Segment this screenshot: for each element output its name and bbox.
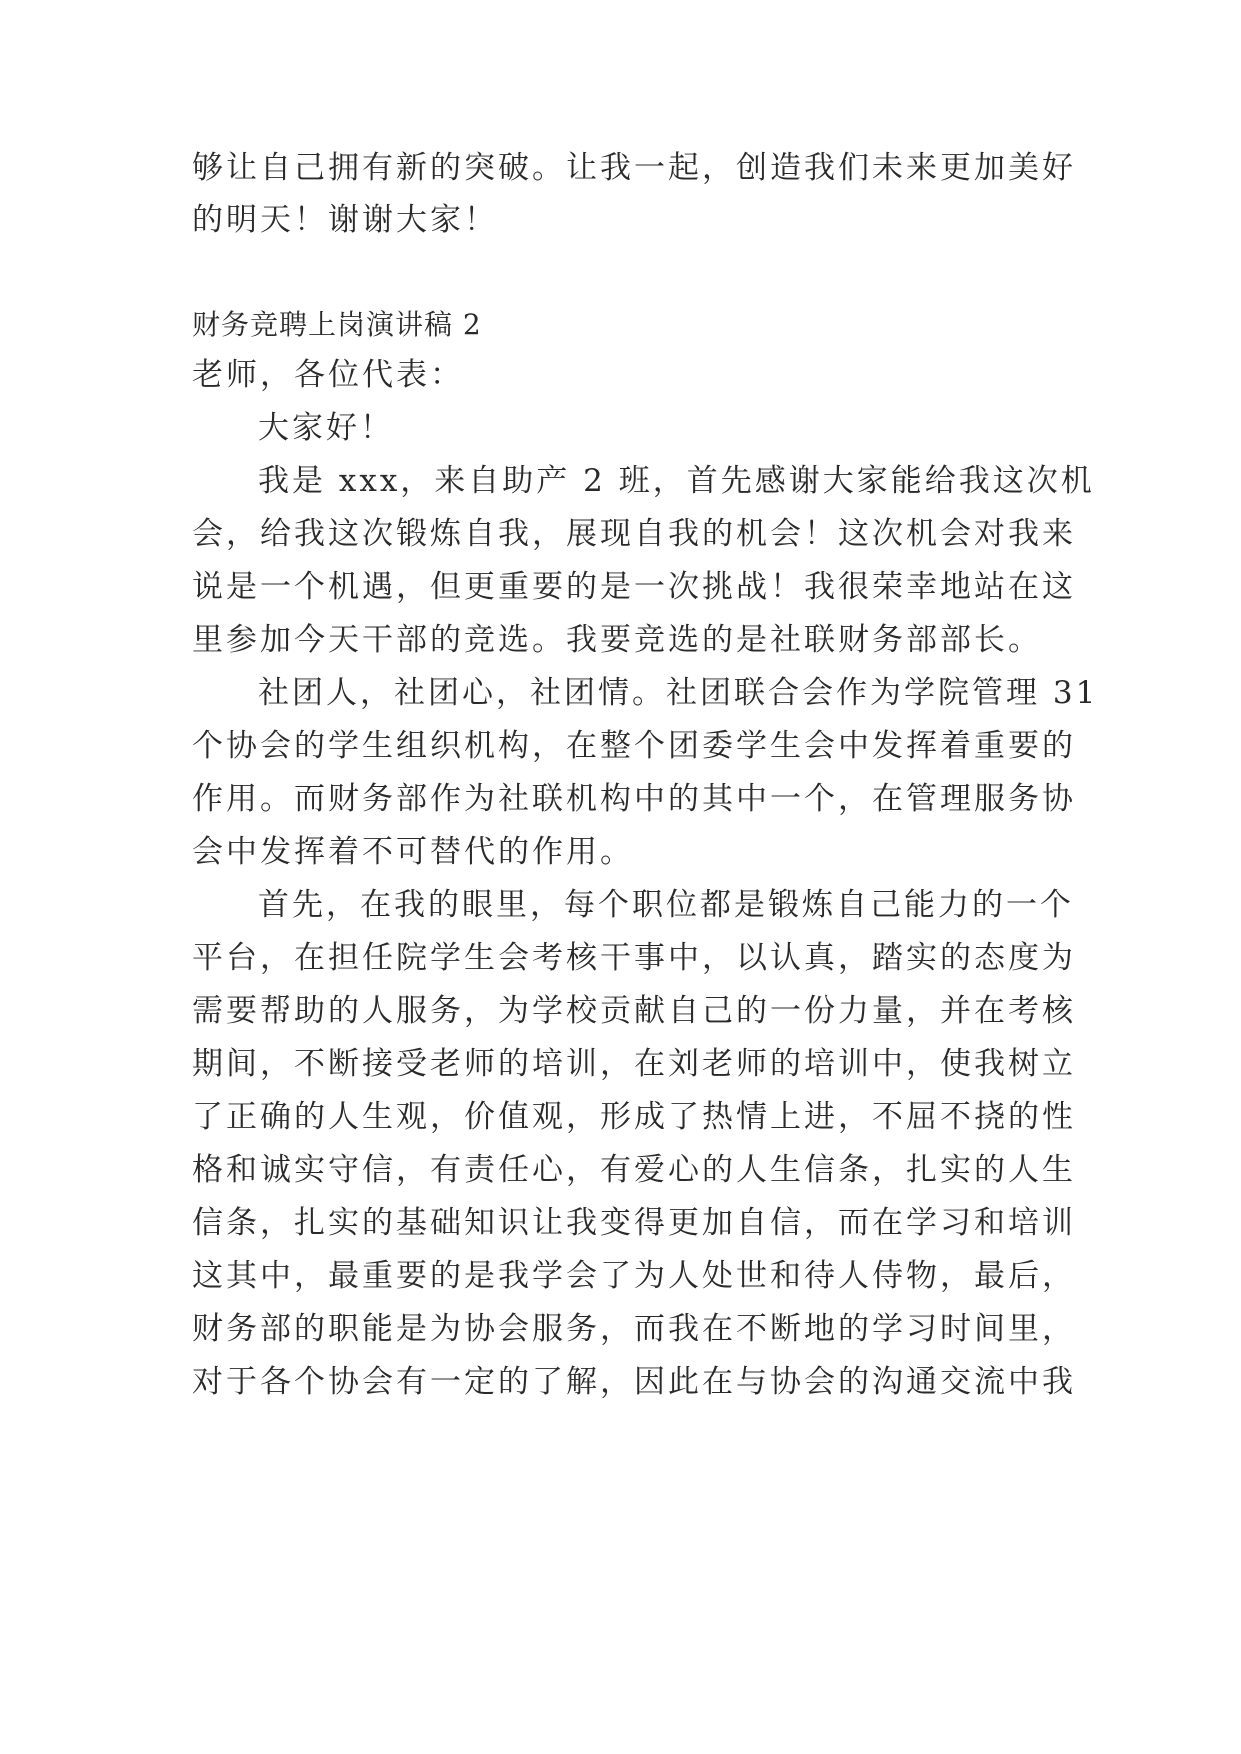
- paragraph-line: 首先，在我的眼里，每个职位都是锻炼自己能力的一个: [258, 887, 1074, 923]
- paragraph-line: 会中发挥着不可替代的作用。: [192, 834, 634, 870]
- paragraph-line: 信条，扎实的基础知识让我变得更加自信，而在学习和培训: [192, 1205, 1076, 1241]
- paragraph-line: 个协会的学生组织机构，在整个团委学生会中发挥着重要的: [192, 728, 1076, 764]
- paragraph-line: 会，给我这次锻炼自我，展现自我的机会！这次机会对我来: [192, 516, 1076, 552]
- paragraph-line: 平台，在担任院学生会考核干事中，以认真，踏实的态度为: [192, 940, 1076, 976]
- document-title: 财务竞聘上岗演讲稿 2: [192, 308, 482, 341]
- paragraph-line: 需要帮助的人服务，为学校贡献自己的一份力量，并在考核: [192, 993, 1076, 1029]
- paragraph-line: 财务部的职能是为协会服务，而我在不断地的学习时间里，: [192, 1311, 1076, 1347]
- paragraph-line: 够让自己拥有新的突破。让我一起，创造我们未来更加美好: [192, 150, 1076, 186]
- paragraph-line: 说是一个机遇，但更重要的是一次挑战！我很荣幸地站在这: [192, 569, 1076, 605]
- paragraph-line: 社团人，社团心，社团情。社团联合会作为学院管理 31: [258, 675, 1099, 711]
- paragraph-line: 作用。而财务部作为社联机构中的其中一个，在管理服务协: [192, 781, 1076, 817]
- paragraph-line: 期间，不断接受老师的培训，在刘老师的培训中，使我树立: [192, 1046, 1076, 1082]
- greeting: 大家好！: [258, 410, 394, 446]
- paragraph-line: 里参加今天干部的竞选。我要竞选的是社联财务部部长。: [192, 622, 1042, 658]
- paragraph-line: 这其中，最重要的是我学会了为人处世和待人侍物，最后，: [192, 1258, 1076, 1294]
- paragraph-line: 了正确的人生观，价值观，形成了热情上进，不屈不挠的性: [192, 1099, 1076, 1135]
- paragraph-line: 的明天！谢谢大家！: [192, 202, 498, 238]
- salutation: 老师，各位代表：: [192, 357, 464, 393]
- paragraph-line: 对于各个协会有一定的了解，因此在与协会的沟通交流中我: [192, 1364, 1076, 1400]
- paragraph-line: 格和诚实守信，有责任心，有爱心的人生信条，扎实的人生: [192, 1152, 1076, 1188]
- paragraph-line: 我是 xxx，来自助产 2 班，首先感谢大家能给我这次机: [258, 463, 1095, 499]
